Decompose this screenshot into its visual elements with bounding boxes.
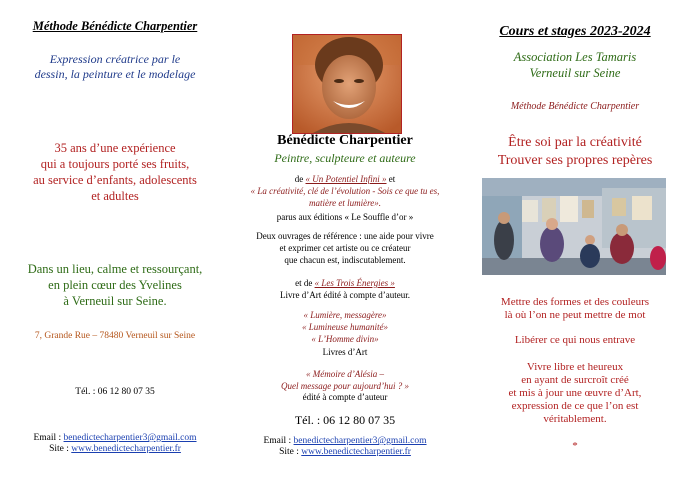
address: 7, Grande Rue – 78480 Verneuil sur Seine: [34, 331, 196, 341]
text3-line-2: en ayant de surcroît créé: [521, 374, 629, 386]
experience-line-4: et adultes: [91, 189, 139, 203]
experience-line-3: au service d’enfants, adolescents: [33, 173, 197, 187]
workshop-photo: [482, 178, 666, 275]
site-link[interactable]: www.benedictecharpentier.fr: [71, 444, 181, 454]
expression-line-2: dessin, la peinture et le modelage: [34, 67, 196, 81]
books-list-desc: Livres d’Art: [322, 347, 368, 357]
memoire-line-1: « Mémoire d’Alésia –: [306, 369, 384, 379]
method-name: Méthode Bénédicte Charpentier: [510, 101, 640, 112]
books-list-3: « L’Homme divin»: [311, 334, 379, 344]
slogan-line-2: Trouver ses propres repères: [497, 153, 653, 168]
site-label: Site :: [49, 444, 72, 454]
slogan-line-1: Être soi par la créativité: [508, 135, 642, 150]
expression-line-1: Expression créatrice par le: [49, 52, 181, 66]
site-label: Site :: [279, 447, 302, 457]
book1-prefix: de: [294, 174, 304, 184]
courses-title: Cours et stages 2023-2024: [499, 24, 651, 39]
book1-row: [230, 174, 460, 184]
email-row: [0, 433, 230, 443]
site-row: [0, 444, 230, 454]
email-label: Email :: [263, 436, 294, 446]
association-city: Verneuil sur Seine: [529, 66, 621, 80]
reference-line-2: et exprimer cet artiste ou ce créateur: [279, 243, 411, 253]
place-line-1: Dans un lieu, calme et ressourçant,: [27, 262, 203, 276]
right-panel: [460, 0, 690, 488]
site-row: [230, 447, 460, 457]
text3-line-3: et mis à jour une œuvre d’Art,: [508, 387, 642, 399]
experience-line-1: 35 ans d’une expérience: [54, 141, 176, 155]
book2-title-line-1: « La créativité, clé de l’évolution - Sois ce que tu es,: [250, 186, 440, 196]
association-name: Association Les Tamaris: [513, 50, 637, 64]
text3-line-1: Vivre libre et heureux: [526, 361, 624, 373]
left-panel: [0, 0, 230, 488]
publisher: parus aux éditions « Le Souffle d’or »: [276, 212, 414, 222]
books-list-1: « Lumière, messagère»: [303, 310, 387, 320]
star-ornament: *: [572, 440, 578, 452]
experience-line-2: qui a toujours porté ses fruits,: [40, 157, 190, 171]
text1-line-2: là où l’on ne peut mettre de mot: [504, 309, 646, 321]
book1-suffix: et: [388, 174, 396, 184]
email-link[interactable]: benedictecharpentier3@gmail.com: [293, 436, 427, 446]
books-list-2: « Lumineuse humanité»: [302, 322, 388, 332]
email-label: Email :: [33, 433, 64, 443]
phone: Tél. : 06 12 80 07 35: [75, 387, 155, 397]
text3-line-5: véritablement.: [543, 413, 607, 425]
site-link[interactable]: www.benedictecharpentier.fr: [301, 447, 411, 457]
memoire-desc: édité à compte d’auteur: [302, 392, 388, 402]
book2-title-line-2: matière et lumière».: [308, 198, 382, 208]
text1-line-1: Mettre des formes et des couleurs: [500, 296, 650, 308]
reference-line-3: que chacun est, indiscutablement.: [284, 255, 406, 265]
method-title: Méthode Bénédicte Charpentier: [32, 19, 198, 33]
text3-line-4: expression de ce que l’on est: [511, 400, 639, 412]
book3-row: [230, 278, 460, 288]
artist-role: Peintre, sculpteure et auteure: [274, 151, 416, 165]
memoire-line-2: Quel message pour aujourd’hui ? »: [281, 381, 409, 391]
book3-prefix: et de: [295, 278, 313, 288]
phone: Tél. : 06 12 80 07 35: [294, 413, 396, 427]
reference-line-1: Deux ouvrages de référence : une aide pour vivre: [256, 231, 434, 241]
book1-title: « Un Potentiel Infini »: [305, 174, 387, 184]
email-row: [230, 436, 460, 446]
artist-name: Bénédicte Charpentier: [277, 133, 413, 148]
book3-desc: Livre d’Art édité à compte d’auteur.: [280, 290, 410, 300]
place-line-3: à Verneuil sur Seine.: [63, 294, 167, 308]
place-line-2: en plein cœur des Yvelines: [48, 278, 182, 292]
email-link[interactable]: benedictecharpentier3@gmail.com: [63, 433, 197, 443]
portrait-photo: [292, 34, 402, 134]
text2: Libérer ce qui nous entrave: [514, 334, 636, 346]
book3-title: « Les Trois Énergies »: [314, 278, 395, 288]
center-panel: [230, 0, 460, 488]
